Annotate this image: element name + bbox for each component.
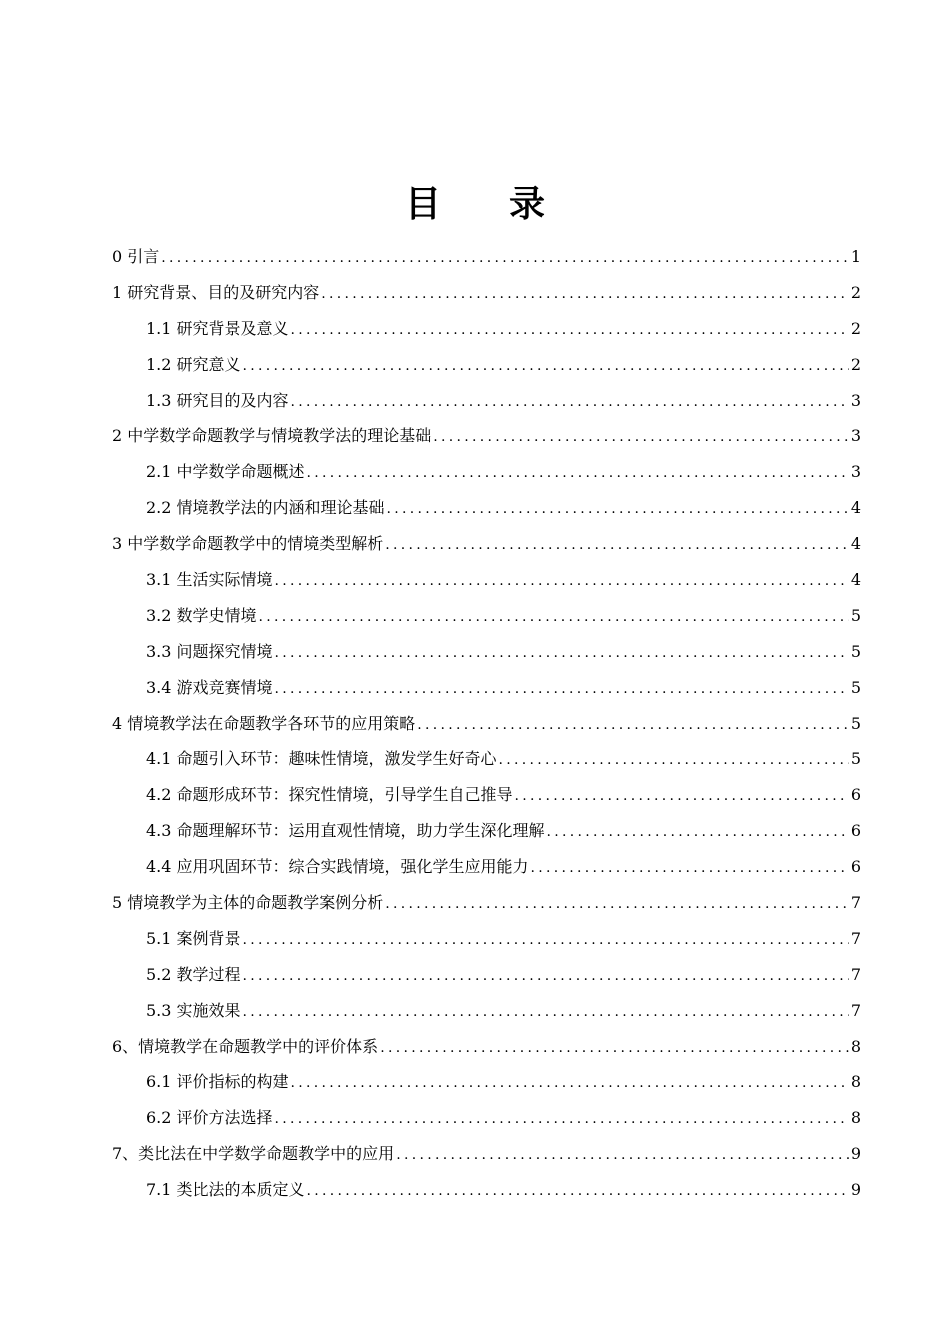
toc-entry[interactable] (112, 526, 861, 562)
toc-entry[interactable] (112, 993, 861, 1029)
toc-entry-label: 1.3 研究目的及内容 (146, 390, 289, 410)
toc-entry-page-number: 6 (850, 857, 861, 877)
dot-leader (291, 385, 849, 421)
toc-entry[interactable] (112, 347, 861, 383)
toc-entry-label: 2.1 中学数学命题概述 (146, 462, 305, 482)
dot-leader (243, 923, 849, 959)
toc-entry[interactable] (112, 957, 861, 993)
toc-entry[interactable] (112, 849, 861, 885)
toc-entry[interactable] (112, 239, 861, 275)
toc-entry[interactable] (112, 1100, 861, 1136)
toc-entry[interactable] (112, 275, 861, 311)
toc-entry-label: 6.1 评价指标的构建 (146, 1072, 289, 1092)
dot-leader (243, 995, 849, 1031)
toc-entry-label: 1.2 研究意义 (146, 354, 241, 374)
toc-entry-label: 4.4 应用巩固环节：综合实践情境，强化学生应用能力 (146, 857, 529, 877)
dot-leader (243, 349, 849, 385)
toc-entry-label: 5 情境教学为主体的命题教学案例分析 (112, 893, 384, 913)
toc-entry-page-number: 8 (850, 1072, 861, 1092)
toc-entry[interactable] (112, 418, 861, 454)
toc-entry-page-number: 8 (850, 1108, 861, 1128)
dot-leader (321, 277, 849, 313)
toc-entry-label: 4 情境教学法在命题教学各环节的应用策略 (112, 713, 416, 733)
toc-entry[interactable] (112, 1029, 861, 1065)
toc-entry-page-number: 7 (850, 964, 861, 984)
dot-leader (275, 564, 849, 600)
dot-leader (291, 1066, 849, 1102)
toc-entry-page-number: 5 (850, 677, 861, 697)
toc-entry-page-number: 7 (850, 893, 861, 913)
toc-entry[interactable] (112, 562, 861, 598)
dot-leader (433, 420, 849, 456)
toc-entry[interactable] (112, 706, 861, 742)
toc-entry-page-number: 7 (850, 1000, 861, 1020)
dot-leader (243, 959, 849, 995)
toc-entry-page-number: 9 (850, 1180, 861, 1200)
toc-title-char-2: 录 (509, 184, 546, 225)
dot-leader (396, 1138, 849, 1174)
toc-entry-label: 4.2 命题形成环节：探究性情境，引导学生自己推导 (146, 785, 513, 805)
dot-leader (291, 313, 849, 349)
toc-entry-page-number: 5 (850, 605, 861, 625)
toc-entry-label: 1.1 研究背景及意义 (146, 318, 289, 338)
toc-entry-label: 2 中学数学命题教学与情境教学法的理论基础 (112, 426, 432, 446)
toc-entry-label: 2.2 情境教学法的内涵和理论基础 (146, 498, 385, 518)
toc-entry[interactable] (112, 311, 861, 347)
toc-entry-page-number: 5 (850, 749, 861, 769)
dot-leader (307, 1174, 849, 1210)
toc-entry-label: 3.3 问题探究情境 (146, 641, 273, 661)
dot-leader (387, 492, 849, 528)
dot-leader (385, 528, 849, 564)
toc-entry-page-number: 5 (850, 713, 861, 733)
toc-entry-label: 6、情境教学在命题教学中的评价体系 (112, 1036, 379, 1056)
table-of-contents (112, 239, 861, 1208)
toc-entry-page-number: 4 (850, 570, 861, 590)
dot-leader (531, 851, 849, 887)
dot-leader (275, 636, 849, 672)
dot-leader (499, 743, 849, 779)
toc-entry[interactable] (112, 454, 861, 490)
dot-leader (275, 672, 849, 708)
toc-entry[interactable] (112, 634, 861, 670)
toc-entry[interactable] (112, 921, 861, 957)
toc-entry-page-number: 6 (850, 821, 861, 841)
toc-entry[interactable] (112, 598, 861, 634)
toc-entry-page-number: 3 (850, 426, 861, 446)
toc-entry[interactable] (112, 885, 861, 921)
toc-entry-label: 3.2 数学史情境 (146, 605, 257, 625)
toc-entry-page-number: 5 (850, 641, 861, 661)
toc-title (0, 176, 950, 227)
toc-entry[interactable] (112, 777, 861, 813)
toc-entry[interactable] (112, 1136, 861, 1172)
toc-entry-page-number: 2 (850, 282, 861, 302)
toc-entry-page-number: 9 (850, 1144, 861, 1164)
toc-entry-label: 6.2 评价方法选择 (146, 1108, 273, 1128)
toc-entry-label: 5.3 实施效果 (146, 1000, 241, 1020)
dot-leader (547, 815, 849, 851)
toc-entry-page-number: 7 (850, 928, 861, 948)
toc-entry-label: 7.1 类比法的本质定义 (146, 1180, 305, 1200)
toc-entry-page-number: 4 (850, 498, 861, 518)
toc-entry-label: 4.1 命题引入环节：趣味性情境，激发学生好奇心 (146, 749, 497, 769)
toc-entry[interactable] (112, 813, 861, 849)
toc-entry-label: 3.4 游戏竞赛情境 (146, 677, 273, 697)
toc-entry-label: 0 引言 (112, 247, 160, 266)
toc-entry-label: 5.1 案例背景 (146, 928, 241, 948)
toc-entry-label: 4.3 命题理解环节：运用直观性情境，助力学生深化理解 (146, 821, 545, 841)
toc-entry[interactable] (112, 670, 861, 706)
dot-leader (417, 708, 849, 744)
dot-leader (385, 887, 849, 923)
toc-entry[interactable] (112, 490, 861, 526)
dot-leader (307, 456, 849, 492)
dot-leader (380, 1031, 849, 1067)
toc-entry-label: 1 研究背景、目的及研究内容 (112, 282, 320, 302)
toc-entry-label: 5.2 教学过程 (146, 964, 241, 984)
toc-entry-page-number: 8 (850, 1036, 861, 1056)
toc-entry-page-number: 4 (850, 534, 861, 554)
toc-entry-page-number: 3 (850, 462, 861, 482)
toc-entry-page-number: 3 (850, 390, 861, 410)
dot-leader (515, 779, 849, 815)
toc-entry[interactable] (112, 1172, 861, 1208)
dot-leader (275, 1102, 849, 1138)
toc-entry-page-number: 2 (850, 354, 861, 374)
dot-leader (161, 241, 849, 277)
toc-entry[interactable] (112, 1064, 861, 1100)
toc-entry[interactable] (112, 741, 861, 777)
toc-entry[interactable] (112, 383, 861, 419)
dot-leader (259, 600, 849, 636)
toc-entry-label: 7、类比法在中学数学命题教学中的应用 (112, 1144, 395, 1164)
toc-entry-page-number: 2 (850, 318, 861, 338)
toc-entry-label: 3.1 生活实际情境 (146, 570, 273, 590)
toc-title-char-1: 目 (404, 184, 441, 225)
toc-entry-page-number: 6 (850, 785, 861, 805)
toc-entry-label: 3 中学数学命题教学中的情境类型解析 (112, 534, 384, 554)
toc-entry-page-number: 1 (850, 247, 861, 266)
